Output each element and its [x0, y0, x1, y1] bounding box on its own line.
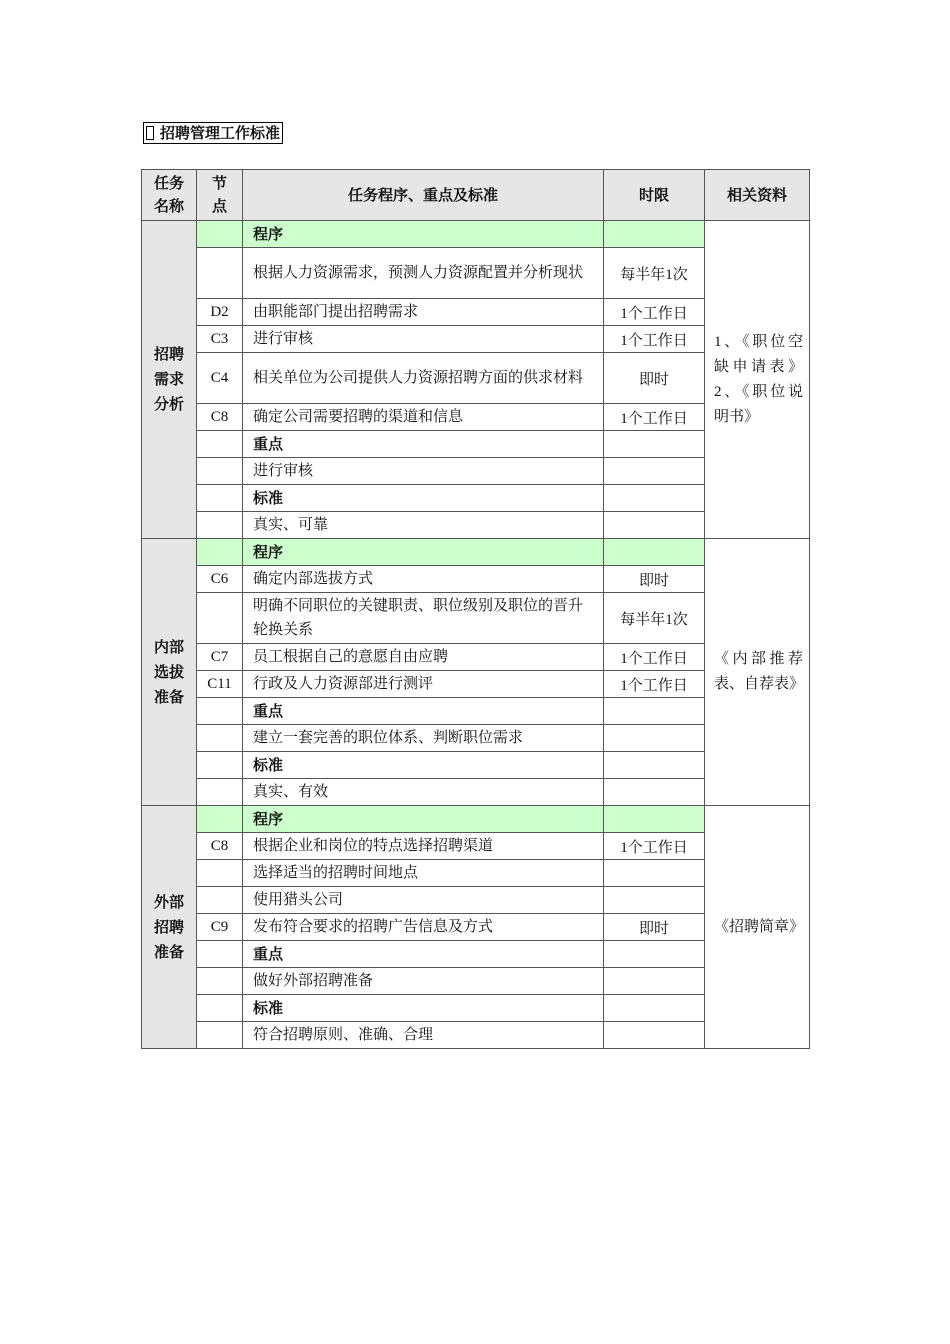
- time-limit-cell: [604, 698, 705, 725]
- time-limit-cell: 1个工作日: [604, 404, 705, 431]
- section-label: 标准: [243, 485, 604, 512]
- task-name-cell: [142, 806, 197, 1049]
- time-limit-cell: [604, 221, 705, 248]
- time-limit-cell: [604, 539, 705, 566]
- node-cell: C7: [197, 644, 243, 671]
- node-cell: [197, 593, 243, 644]
- node-cell: [197, 539, 243, 566]
- procedure-text: 确定公司需要招聘的渠道和信息: [243, 404, 604, 431]
- node-cell: [197, 887, 243, 914]
- node-cell: [197, 485, 243, 512]
- node-cell: [197, 431, 243, 458]
- procedure-text: 发布符合要求的招聘广告信息及方式: [243, 914, 604, 941]
- checkbox-glyph-icon: [146, 126, 154, 140]
- related-docs-cell: 1、《职位空缺申请表》2、《职位说明书》: [705, 221, 810, 539]
- node-cell: C9: [197, 914, 243, 941]
- procedure-text: 建立一套完善的职位体系、判断职位需求: [243, 725, 604, 752]
- header-task: 任务名称: [142, 170, 197, 221]
- time-limit-cell: [604, 995, 705, 1022]
- section-label: 标准: [243, 752, 604, 779]
- node-cell: [197, 458, 243, 485]
- time-limit-cell: [604, 1022, 705, 1049]
- node-cell: [197, 725, 243, 752]
- table-row: [142, 221, 810, 248]
- procedure-text: 根据企业和岗位的特点选择招聘渠道: [243, 833, 604, 860]
- header-time: 时限: [604, 170, 705, 221]
- node-cell: [197, 995, 243, 1022]
- time-limit-cell: 即时: [604, 914, 705, 941]
- section-label: 程序: [243, 806, 604, 833]
- procedure-text: 进行审核: [243, 458, 604, 485]
- time-limit-cell: [604, 725, 705, 752]
- section-label: 标准: [243, 995, 604, 1022]
- procedure-text: 相关单位为公司提供人力资源招聘方面的供求材料: [243, 353, 604, 404]
- time-limit-cell: [604, 806, 705, 833]
- section-label: 重点: [243, 698, 604, 725]
- task-name: 内部选拔准备: [153, 637, 184, 706]
- time-limit-cell: 1个工作日: [604, 671, 705, 698]
- procedure-text: 做好外部招聘准备: [243, 968, 604, 995]
- time-limit-cell: 每半年1次: [604, 593, 705, 644]
- time-limit-cell: 1个工作日: [604, 833, 705, 860]
- time-limit-cell: [604, 485, 705, 512]
- time-limit-cell: 1个工作日: [604, 299, 705, 326]
- procedure-text: 真实、有效: [243, 779, 604, 806]
- task-name-cell: [142, 539, 197, 806]
- section-label: 重点: [243, 941, 604, 968]
- node-cell: C6: [197, 566, 243, 593]
- time-limit-cell: [604, 887, 705, 914]
- procedure-text: 行政及人力资源部进行测评: [243, 671, 604, 698]
- time-limit-cell: [604, 512, 705, 539]
- table-row: [142, 539, 810, 566]
- procedure-text: 真实、可靠: [243, 512, 604, 539]
- node-cell: [197, 860, 243, 887]
- node-cell: D2: [197, 299, 243, 326]
- time-limit-cell: [604, 458, 705, 485]
- time-limit-cell: 1个工作日: [604, 644, 705, 671]
- node-cell: [197, 968, 243, 995]
- procedure-text: 根据人力资源需求，预测人力资源配置并分析现状: [243, 248, 604, 299]
- time-limit-cell: [604, 860, 705, 887]
- procedure-text: 员工根据自己的意愿自由应聘: [243, 644, 604, 671]
- node-cell: [197, 512, 243, 539]
- section-label: 程序: [243, 221, 604, 248]
- task-name: 招聘需求分析: [153, 345, 184, 413]
- header-ref: 相关资料: [705, 170, 810, 221]
- task-name-cell: [142, 221, 197, 539]
- node-cell: [197, 1022, 243, 1049]
- section-label: 重点: [243, 431, 604, 458]
- node-cell: [197, 248, 243, 299]
- time-limit-cell: [604, 779, 705, 806]
- node-cell: C8: [197, 404, 243, 431]
- header-node: 节点: [197, 170, 243, 221]
- procedure-text: 选择适当的招聘时间地点: [243, 860, 604, 887]
- related-docs-cell: 《招聘简章》: [705, 806, 810, 1049]
- header-procedure: 任务程序、重点及标准: [243, 170, 604, 221]
- node-cell: [197, 806, 243, 833]
- time-limit-cell: [604, 968, 705, 995]
- time-limit-cell: [604, 941, 705, 968]
- related-docs-cell: 《内部推荐表、自荐表》: [705, 539, 810, 806]
- time-limit-cell: 即时: [604, 353, 705, 404]
- task-name: 外部招聘准备: [153, 892, 184, 961]
- time-limit-cell: [604, 431, 705, 458]
- document-title: [143, 122, 283, 144]
- time-limit-cell: [604, 752, 705, 779]
- procedure-text: 符合招聘原则、准确、合理: [243, 1022, 604, 1049]
- procedure-text: 进行审核: [243, 326, 604, 353]
- node-cell: [197, 779, 243, 806]
- time-limit-cell: 即时: [604, 566, 705, 593]
- node-cell: [197, 941, 243, 968]
- section-label: 程序: [243, 539, 604, 566]
- table-row: [142, 806, 810, 833]
- node-cell: C4: [197, 353, 243, 404]
- procedure-text: 使用猎头公司: [243, 887, 604, 914]
- recruitment-standards-table: [141, 169, 810, 1049]
- procedure-text: 确定内部选拔方式: [243, 566, 604, 593]
- procedure-text: 由职能部门提出招聘需求: [243, 299, 604, 326]
- node-cell: [197, 698, 243, 725]
- procedure-text: 明确不同职位的关键职责、职位级别及职位的晋升轮换关系: [243, 593, 604, 644]
- node-cell: C8: [197, 833, 243, 860]
- node-cell: C3: [197, 326, 243, 353]
- time-limit-cell: 1个工作日: [604, 326, 705, 353]
- node-cell: [197, 752, 243, 779]
- node-cell: [197, 221, 243, 248]
- time-limit-cell: 每半年1次: [604, 248, 705, 299]
- node-cell: C11: [197, 671, 243, 698]
- document-title-text: 招聘管理工作标准: [160, 124, 281, 142]
